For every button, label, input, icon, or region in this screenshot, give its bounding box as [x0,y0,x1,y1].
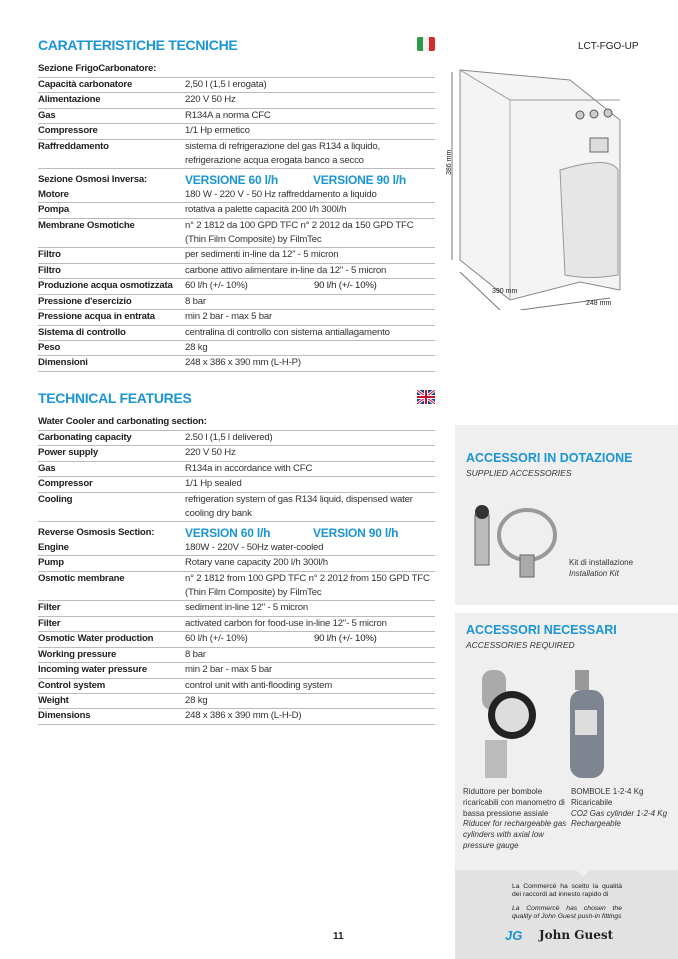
row-label: Osmotic Water production [38,633,154,645]
table-row [38,203,435,218]
width-dimension: 248 mm [586,300,612,307]
reducer-caption-it: Riduttore per bombole ricaricabili con manometro di bassa pressione assiale [463,787,565,818]
row-value: 1/1 Hp ermetico [185,125,250,137]
uk-flag-icon [417,390,435,404]
row-label: Pompa [38,204,69,216]
row-label: Capacità carbonatore [38,79,133,90]
table-row [38,310,435,325]
section-water-cooler: Water Cooler and carbonating section: [38,416,207,427]
row-value: sistema di refrigerazione del gas R134 a liquido, refrigerazione acqua erogata banco a secco [185,140,380,167]
section-reverse-osmosis: Reverse Osmosis Section: [38,527,155,539]
row-value: 8 bar [185,295,206,307]
row-label: Working pressure [38,648,117,660]
table-row [38,431,435,446]
table-row [38,279,435,294]
row-value: min 2 bar - max 5 bar [185,311,272,323]
versions-header-en [38,522,435,540]
table-row [38,663,435,678]
table-row [38,709,435,724]
row-value: 8 bar [185,648,206,660]
table-row [38,78,435,93]
section-frigo: Sezione FrigoCarbonatore: [38,63,157,74]
row-label: Filter [38,617,61,629]
row-label: Incoming water pressure [38,664,147,676]
row-value: 180W - 220V - 50Hz water-cooled [185,541,324,553]
italy-flag-icon [417,37,435,51]
spec-table-it-1 [38,77,435,169]
spec-table-en-1 [38,430,435,522]
kit-caption-en: Installation Kit [569,569,619,578]
row-value: 28 kg [185,341,208,353]
footer-panel [455,870,678,959]
required-title: ACCESSORI NECESSARI [466,623,617,637]
version-90-label-en: VERSION 90 l/h [313,526,399,541]
row-value-90: 90 l/h (+/- 10%) [314,280,377,292]
product-drawing [440,60,670,310]
version-60-label-en: VERSION 60 l/h [185,526,271,541]
row-value: per sedimenti in-line da 12" - 5 micron [185,249,339,261]
table-row [38,219,435,249]
table-row [38,140,435,170]
row-value: 28 kg [185,694,208,706]
row-value: n° 2 1812 da 100 GPD TFC n° 2 2012 da 150 GPD TFC (Thin Film Composite) by FilmTec [185,219,414,246]
row-label: Dimensions [38,710,91,722]
specs-italian [38,37,435,372]
footer-text-it: La Commercè ha scelto la qualità dei raccordi ad innesto rapido di [512,883,622,898]
table-row [38,694,435,709]
row-label: Compressore [38,125,98,137]
installation-kit-image [465,500,565,585]
specs-english [38,390,435,725]
table-row [38,446,435,461]
row-value: centralina di controllo con sistema antiallagamento [185,326,390,338]
row-label: Peso [38,341,61,353]
row-value: 220 V 50 Hz [185,447,236,459]
row-label: Cooling [38,493,73,505]
row-label: Weight [38,694,69,706]
row-label: Control system [38,679,106,691]
table-row [38,572,435,602]
cylinder-caption-en: CO2 Gas cylinder 1-2-4 Kg Rechargeable [571,808,668,829]
row-label: Filter [38,602,61,614]
row-value: carbone attivo alimentare in-line da 12" - 5 micron [185,264,387,276]
row-value: 248 x 386 x 390 mm (L-H-D) [185,710,302,722]
brand-name: John Guest [539,928,614,942]
row-label: Membrane Osmotiche [38,219,135,231]
row-label: Produzione acqua osmotizzata [38,280,173,292]
pressure-reducer-image [467,670,547,780]
depth-dimension: 390 mm [492,288,518,295]
table-row [38,188,435,203]
title-it: CARATTERISTICHE TECNICHE [38,37,238,53]
row-label: Sistema di controllo [38,326,126,338]
table-row [38,477,435,492]
row-value: control unit with anti-flooding system [185,679,333,691]
table-row [38,493,435,523]
row-value: 60 l/h (+/- 10%) [185,280,248,292]
table-row [38,356,435,371]
table-row [38,632,435,647]
row-label: Raffreddamento [38,140,109,152]
row-value: 220 V 50 Hz [185,94,236,106]
cylinder-caption [571,787,675,830]
table-row [38,541,435,556]
row-label: Alimentazione [38,94,101,106]
section-osmosi: Sezione Osmosi Inversa: [38,174,147,186]
footer-text-en: La Commercè has chosen the quality of John Guest push-in fittings [512,905,622,920]
row-value: refrigeration system of gas R134 liquid, dispensed water cooling dry bank [185,493,413,520]
row-label: Dimensioni [38,357,88,369]
row-value: R134A a norma CFC [185,109,271,121]
row-value: 2,50 l (1,5 l erogata) [185,79,267,90]
supplied-title: ACCESSORI IN DOTAZIONE [466,451,633,465]
row-value: 60 l/h (+/- 10%) [185,633,248,645]
row-value: 248 x 386 x 390 mm (L-H-P) [185,357,301,369]
spec-table-it-2 [38,188,435,372]
row-value: min 2 bar - max 5 bar [185,664,272,676]
table-row [38,617,435,632]
table-row [38,93,435,108]
table-row [38,295,435,310]
row-label: Gas [38,109,56,121]
kit-caption-it: Kit di installazione [569,558,634,567]
version-60-label: VERSIONE 60 l/h [185,173,279,188]
row-label: Carbonating capacity [38,432,132,443]
row-label: Motore [38,188,69,200]
table-row [38,648,435,663]
row-label: Gas [38,462,56,474]
row-value-90: 90 l/h (+/- 10%) [314,633,377,645]
row-label: Pump [38,557,64,569]
table-row [38,326,435,341]
version-90-label: VERSIONE 90 l/h [313,173,407,188]
table-row [38,109,435,124]
table-row [38,248,435,263]
accessories-panel [455,425,678,870]
row-value: 2.50 l (1,5 l delivered) [185,432,273,443]
page-number: 11 [333,931,344,942]
model-code: LCT-FGO-UP [578,41,639,52]
required-subtitle: ACCESSORIES REQUIRED [466,640,575,650]
supplied-subtitle: SUPPLIED ACCESSORIES [466,468,572,478]
row-value: 180 W - 220 V - 50 Hz raffreddamento a liquido [185,188,377,200]
row-label: Osmotic membrane [38,572,125,584]
row-label: Compressor [38,478,93,490]
title-en: TECHNICAL FEATURES [38,390,192,406]
reducer-caption-en: Riducer for rechargeable gas cylinders with axial low pressure gauge [463,819,567,850]
reducer-caption [463,787,567,852]
john-guest-logo-icon: JG [505,928,523,943]
row-label: Pressione d'esercizio [38,295,132,307]
table-row [38,264,435,279]
gas-cylinder-image [565,670,625,780]
row-value: Rotary vane capacity 200 l/h 300l/h [185,557,328,569]
row-value: n° 2 1812 from 100 GPD TFC n° 2 2012 from 150 GPD TFC (Thin Film Composite) by FilmTec [185,572,430,599]
table-row [38,124,435,139]
versions-header-it [38,169,435,187]
table-row [38,679,435,694]
row-value: rotativa a palette capacità 200 l/h 300l/h [185,204,347,216]
spec-table-en-2 [38,541,435,725]
row-value: R134a in accordance with CFC [185,462,313,474]
row-value: activated carbon for food-use in-line 12"- 5 micron [185,617,387,629]
row-label: Pressione acqua in entrata [38,311,155,323]
height-dimension: 386 mm [446,149,453,175]
row-value: sediment in-line 12" - 5 micron [185,602,309,614]
table-row [38,556,435,571]
row-label: Filtro [38,249,61,261]
row-label: Engine [38,541,69,553]
table-row [38,462,435,477]
cylinder-caption-it: BOMBOLE 1-2-4 Kg Ricaricabile [571,787,644,807]
row-label: Filtro [38,264,61,276]
row-label: Power supply [38,447,98,459]
table-row [38,601,435,616]
table-row [38,341,435,356]
row-value: 1/1 Hp sealed [185,478,242,490]
